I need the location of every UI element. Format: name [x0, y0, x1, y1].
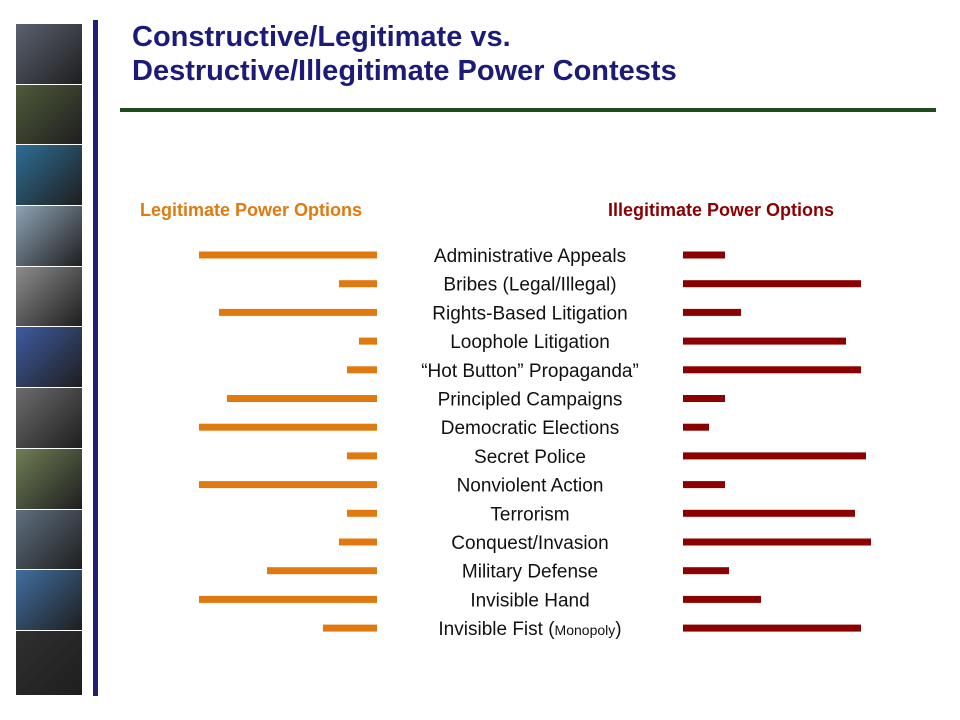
legit-bar	[219, 309, 377, 316]
legend-legitimate: Legitimate Power Options	[140, 200, 363, 220]
category-label: Principled Campaigns	[437, 389, 623, 411]
category-label: Democratic Elections	[440, 418, 620, 440]
illegit-bar	[683, 625, 861, 632]
category-label-small: Monopoly	[554, 622, 616, 639]
category-label: Military Defense	[461, 561, 599, 583]
illegit-bar	[683, 280, 861, 287]
illegit-bar	[683, 596, 761, 603]
category-label: Terrorism	[490, 504, 570, 526]
illegit-bar	[683, 567, 729, 574]
category-label: Nonviolent Action	[456, 475, 604, 497]
category-label-main: Invisible Fist (	[438, 619, 555, 641]
legit-bar	[339, 539, 377, 546]
illegit-bar	[683, 309, 741, 316]
title-line-1: Constructive/Legitimate vs.	[132, 21, 511, 53]
legit-bar	[323, 625, 377, 632]
category-label: “Hot Button” Propaganda”	[421, 360, 639, 382]
illegit-bar	[683, 481, 725, 488]
illegit-bar	[683, 539, 871, 546]
illegit-bar	[683, 452, 866, 459]
legit-bar	[199, 252, 377, 259]
category-label: Secret Police	[474, 446, 586, 468]
legit-bar	[227, 395, 377, 402]
illegit-bar	[683, 252, 725, 259]
legit-bar	[359, 338, 377, 345]
legit-bar	[199, 424, 377, 431]
legit-bar	[199, 481, 377, 488]
legit-bar	[339, 280, 377, 287]
legit-bar	[347, 510, 377, 517]
illegit-bar	[683, 424, 709, 431]
illegit-bar	[683, 510, 855, 517]
category-label: Bribes (Legal/Illegal)	[443, 274, 617, 296]
legit-bar	[199, 596, 377, 603]
category-label: Loophole Litigation	[450, 332, 610, 354]
legit-bar	[347, 452, 377, 459]
title-line-2: Destructive/Illegitimate Power Contests	[132, 55, 677, 87]
category-label: Rights-Based Litigation	[432, 303, 628, 325]
category-label: Invisible Hand	[470, 590, 590, 612]
category-label	[438, 619, 621, 640]
legit-bar	[267, 567, 377, 574]
category-label: Conquest/Invasion	[451, 533, 609, 554]
illegit-bar	[683, 338, 846, 345]
legend-illegitimate: Illegitimate Power Options	[608, 200, 835, 220]
illegit-bar	[683, 366, 861, 373]
category-label-close: )	[615, 619, 622, 641]
illegit-bar	[683, 395, 725, 402]
category-label: Administrative Appeals	[433, 246, 627, 267]
legit-bar	[347, 366, 377, 373]
